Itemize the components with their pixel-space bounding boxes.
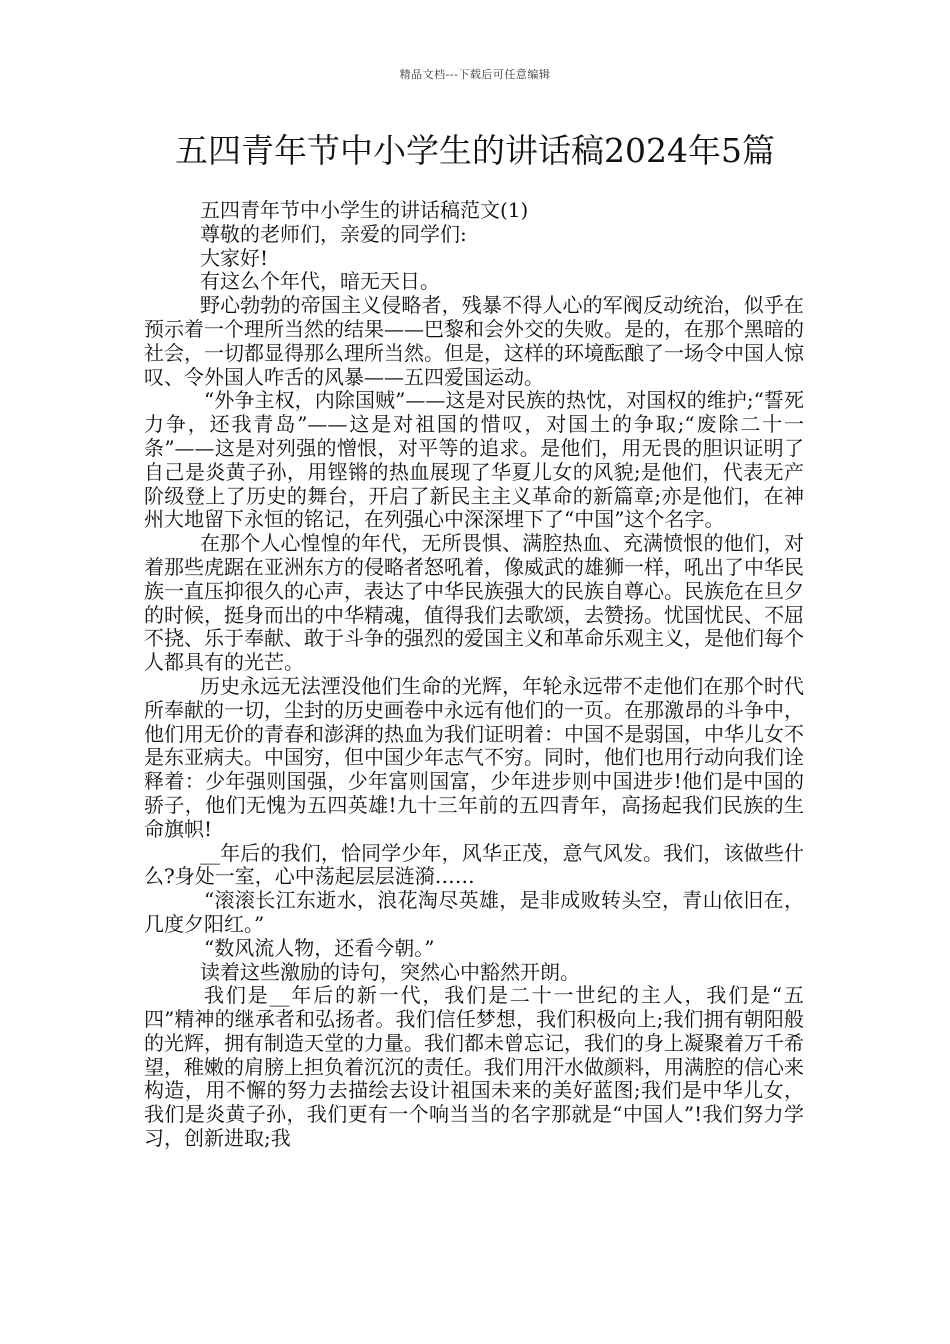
greeting: 大家好! [200, 245, 269, 270]
document-body [144, 199, 804, 1151]
paragraph: 历史永远无法湮没他们生命的光辉，年轮永远带不走他们在那个时代所奉献的一切，尘封的历史画卷中永远有他们的一页。在那激昂的斗争中，他们用无价的青春和澎湃的热血为我们证明着：中国不是弱国，中华儿女不是东亚病夫。中国穷，但中国少年志气不穷。同时，他们也用行动向我们诠释着：少年强则国强，少年富则国富，少年进步则中国进步!他们是中国的骄子，他们无愧为五四英雄!九十三年前的五四青年，高扬起我们民族的生命旗帜! [144, 673, 804, 841]
paragraph: 我们是__年后的新一代，我们是二十一世纪的主人，我们是“五四”精神的继承者和弘扬者。我们信任梦想，我们积极向上;我们拥有朝阳般的光辉，拥有制造天堂的力量。我们都未曾忘记，我们的身上凝聚着万千希望，稚嫩的肩膀上担负着沉沉的责任。我们用汗水做颜料，用满腔的信心来构造，用不懈的努力去描绘去设计祖国未来的美好蓝图;我们是中华儿女，我们是炎黄子孙，我们更有一个响当当的名字那就是“中国人”!我们努力学习，创新进取;我 [144, 983, 804, 1151]
paragraph: __年后的我们，恰同学少年，风华正茂，意气风发。我们，该做些什么?身处一室，心中荡起层层涟漪…… [144, 840, 804, 889]
page-header: 精品文档---下载后可任意编辑 [399, 68, 551, 81]
paragraph: 在那个人心惶惶的年代，无所畏惧、满腔热血、充满愤恨的他们，对着那些虎踞在亚洲东方的侵略者怒吼着，像威武的雄狮一样，吼出了中华民族一直压抑很久的心声，表达了中华民族强大的民族自尊心。民族危在旦夕的时候，挺身而出的中华精魂，值得我们去歌颂，去赞扬。忧国忧民、不屈不挠、乐于奉献、敢于斗争的强烈的爱国主义和革命乐观主义，是他们每个人都具有的光芒。 [144, 531, 804, 675]
paragraph: 有这么个年代，暗无天日。 [200, 269, 440, 294]
salutation: 尊敬的老师们，亲爱的同学们: [200, 221, 467, 246]
paragraph: “外争主权，内除国贼”——这是对民族的热忱，对国权的维护;“誓死力争，还我青岛”——这是对祖国的惜叹，对国土的争取;“废除二十一条”——这是对列强的憎恨，对平等的追求。是他们，用无畏的胆识证明了自己是炎黄子孙，用铿锵的热血展现了华夏儿女的风貌;是他们，代表无产阶级登上了历史的舞台，开启了新民主主义革命的新篇章;亦是他们，在神州大地留下永恒的铭记，在列强心中深深埋下了“中国”这个名字。 [144, 388, 804, 532]
section-heading: 五四青年节中小学生的讲话稿范文(1) [200, 198, 529, 222]
poem-quote: “数风流人物，还看今朝。” [204, 935, 435, 960]
paragraph: 野心勃勃的帝国主义侵略者，残暴不得人心的军阀反动统治，似乎在预示着一个理所当然的结果——巴黎和会外交的失败。是的，在那个黑暗的社会，一切都显得那么理所当然。但是，这样的环境酝酿了一场令中国人惊叹、令外国人咋舌的风暴——五四爱国运动。 [144, 293, 804, 389]
document-title: 五四青年节中小学生的讲话稿2024年5篇 [175, 131, 775, 170]
poem-quote: “滚滚长江东逝水，浪花淘尽英雄，是非成败转头空，青山依旧在，几度夕阳红。” [144, 888, 804, 936]
paragraph: 读着这些激励的诗句，突然心中豁然开朗。 [200, 959, 580, 984]
